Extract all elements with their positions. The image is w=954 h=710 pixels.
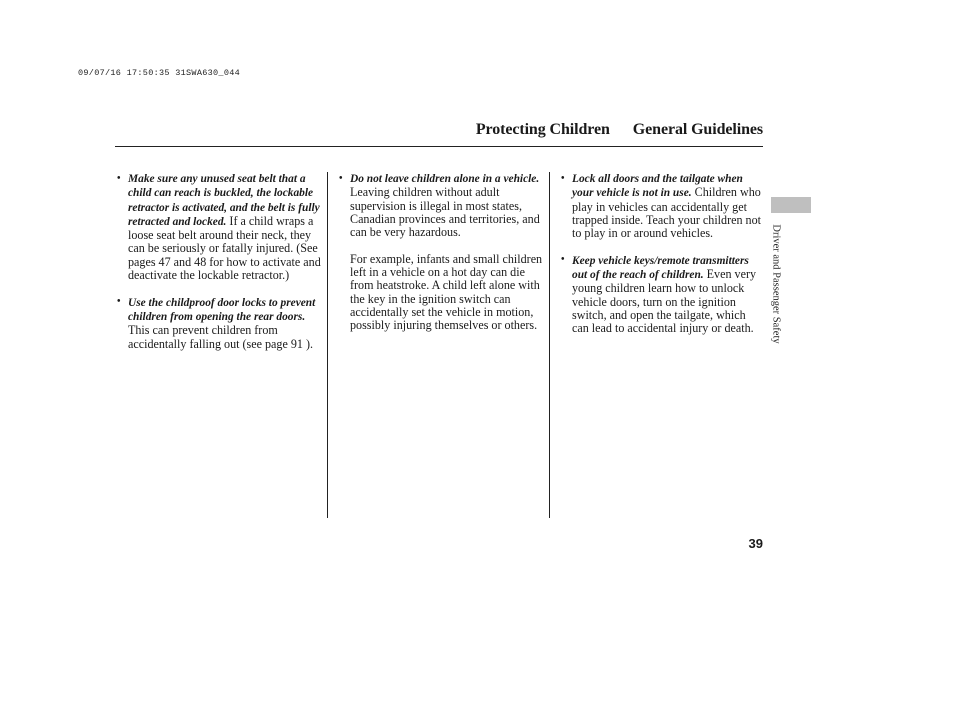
section-title: Protecting Children	[475, 121, 610, 138]
bullet-marker: •	[117, 172, 121, 184]
column-divider	[549, 172, 550, 518]
page-number: 39	[748, 536, 763, 551]
bullet-paragraph	[572, 254, 765, 336]
bullet-item	[339, 172, 543, 239]
bullet-body: Children who play in vehicles can accidentally get trapped inside. Teach your children not to play in or around vehicles.	[572, 185, 762, 241]
bullet-paragraph	[128, 296, 321, 351]
text-column-1	[117, 172, 321, 364]
bullet-lead: Use the childproof door locks to prevent children from opening the rear doors.	[128, 296, 316, 323]
bullet-item	[117, 172, 321, 282]
bullet-body: Leaving children without adult supervision is illegal in most states, Canadian provinces and territories, and can be very hazardous.	[350, 185, 540, 240]
section-tab-label: Driver and Passenger Safety	[770, 224, 782, 344]
bullet-body: Even very young children learn how to unlock vehicle doors, turn on the ignition switch, and open the tailgate, which can lead to accidental injury or death.	[572, 267, 757, 336]
bullet-body: This can prevent children from accidentally falling out (see page 91 ).	[128, 323, 314, 351]
bullet-marker: •	[561, 254, 565, 266]
bullet-item	[561, 172, 765, 240]
bullet-marker: •	[339, 172, 343, 184]
bullet-item	[117, 296, 321, 351]
body-paragraph: For example, infants and small children left in a vehicle on a hot day can die from heatstroke. A child left alone with the key in the ignition switch can accidentally set the vehicle in motion, possibly injuring themselves or others.	[350, 251, 543, 333]
bullet-marker: •	[117, 296, 121, 308]
text-column-3	[561, 172, 765, 349]
bullet-lead: Make sure any unused seat belt that a child can reach is buckled, the lockable retractor is activated, and the belt is fully retracted and locked.	[128, 173, 320, 228]
print-stamp: 09/07/16 17:50:35 31SWA630_044	[78, 68, 241, 78]
bullet-marker: •	[561, 172, 565, 184]
bullet-body: If a child wraps a loose seat belt around their neck, they can be seriously or fatally injured. (See pages 47 and 48 for how to activate and deactivate the lockable retractor.)	[128, 213, 321, 283]
text-column-2	[339, 172, 543, 333]
topic-title: General Guidelines	[632, 121, 763, 138]
page-header	[115, 121, 763, 147]
bullet-item	[561, 254, 765, 336]
bullet-paragraph	[128, 172, 321, 282]
column-divider	[327, 172, 328, 518]
bullet-paragraph	[350, 172, 543, 239]
bullet-lead: Keep vehicle keys/remote transmitters out of the reach of children.	[572, 254, 749, 282]
bullet-lead: Do not leave children alone in a vehicle.	[350, 173, 540, 185]
page-title	[476, 121, 763, 139]
bullet-lead: Lock all doors and the tailgate when your vehicle is not in use.	[572, 173, 743, 200]
bullet-paragraph	[572, 172, 765, 240]
